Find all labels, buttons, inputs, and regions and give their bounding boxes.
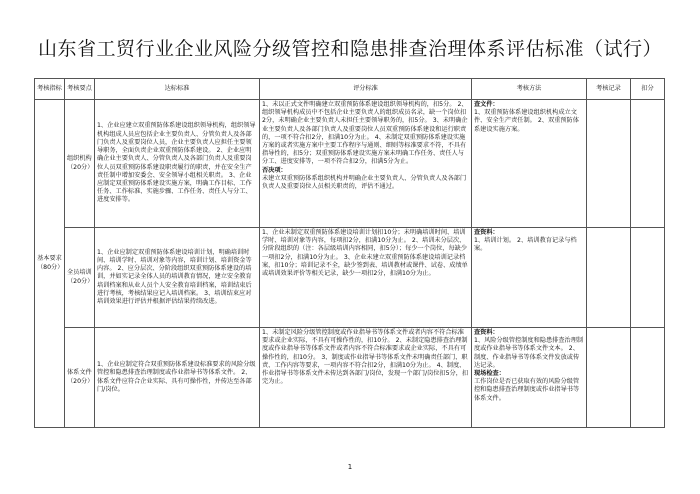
record-cell [587,228,631,328]
table-row [35,228,665,328]
header-deduction: 扣分 [631,79,665,100]
method-label: 查资料： [474,329,499,336]
table-row [35,328,665,428]
veto-label: 否决项： [262,166,287,174]
method-cell [472,228,587,328]
method-label: 查文件： [474,101,499,108]
record-cell [587,100,631,228]
key-point-cell: 全员培训（20分） [65,228,95,328]
record-cell [587,328,631,428]
scoring-text: 1、未以正式文件明确建立双重预防体系建设组织领导机构的，扣5分。 2、组织领导机构成员中不包括企业主要负责人的组织成员名录，缺一个岗位扣2分，未明确企业主要负责人未担任主要领导职务的，扣5分。 3、未明确企业主要负责人及各部门负责人及重要岗位人员双重预防体系建设和运行职责的，一项不符合扣2分，扣满10分为止。 4、未制定双重预防体系建设实施方案的或者实施方案中主要工作程序与通则、细则等标准要求不符，不具有指导性的，扣5分；双重预防体系建设实施方案未明确工作任务、责任人与分工、进度安排等，一项不符合扣2分，扣满5分为止。 [262,101,468,166]
standard-cell: 1、企业应制定符合双重预防体系建设标准要求的风险分级管控和隐患排查治理制度或作业指导书等体系文件。 2、体系文件应符合企业实际、具有可操作性，并传达至各部门/岗位。 [95,328,260,428]
header-scoring: 评分标准 [260,79,472,100]
method-cell [472,100,587,228]
scoring-cell [260,228,472,328]
key-point-cell: 体系文件（20分） [65,328,95,428]
scoring-text: 1、企业未制定双重预防体系建设培训计划扣10分；未明确培训时间、培训学时、培训对象等内容，每项扣2分，扣满10分为止。 2、培训未分层次、分阶段组织的（注：各层级培训内容相同，扣5分）；每少一个岗位，每缺少一项扣2分，扣满10分为止。 3、企业未建立双重预防体系建设培训记录档案，扣10分；培训记录不全，缺少签到表、培训教材或课件、试卷、成绩单或培训效果评价等相关记录，缺少一项扣2分，扣满10分为止。 [262,229,468,278]
header-key-point: 考核要点 [65,79,95,100]
table-header-row [35,79,665,100]
table-row [35,100,665,228]
standard-cell: 1、企业应制定双重预防体系建设培训计划，明确培训时间、培训学时、培训对象等内容，培训计划、培训资金等内容。 2、应分层次、分阶段组织双重预防体系建设的培训，并如实记录全体人员的培训教育情况，建立安全教育培训档案和从业人员个人安全教育培训档案，培训结束后进行考核，考核结果应记入培训档案。 3、培训结束应对培训效果进行评估并根据评估结果持续改进。 [95,228,260,328]
header-method: 考核方法 [472,79,587,100]
header-indicator: 考核指标 [35,79,65,100]
header-standard: 达标标准 [95,79,260,100]
veto-text: 未建立双重预防体系组织机构并明确企业主要负责人、分管负责人及各部门负责人及重要岗位人员相关职责的，评估不通过。 [262,174,467,191]
scoring-cell [260,328,472,428]
page-number: 1 [347,463,353,471]
deduction-cell [631,228,665,328]
scoring-cell [260,100,472,228]
header-record: 考核记录 [587,79,631,100]
method-text: 1、风险分级管控制度和隐患排查治理制度或作业指导书等体系文件文本。 2、制度、作业指导书等体系文件发放或传达记录。 [474,337,584,369]
document-title: 山东省工贸行业企业风险分级管控和隐患排查治理体系评估标准（试行） [37,38,662,60]
method-cell [472,328,587,428]
deduction-cell [631,328,665,428]
method-text-2: 工作岗位是否已获取有效的风险分级管控和隐患排查治理制度或作业指导书等体系文件。 [474,378,580,402]
method-text: 1、培训计划。 2、培训教育记录与档案。 [474,237,577,253]
category-cell: 基本要求（80分） [35,100,65,428]
evaluation-table [34,78,665,428]
method-text: 1、双重预防体系建设组织机构成立文件、安全生产责任制。 2、双重预防体系建设实施方案。 [474,109,579,133]
standard-cell: 1、企业应建立双重预防体系建设组织领导机构，组织领导机构组成人员应包括企业主要负责人、分管负责人及各部门负责人及重要岗位人员，企业主要负责人应担任主要领导职务，全面负责企业双重预防体系建设。 2、企业应明确企业主要负责人、分管负责人及各部门负责人及重要岗位人员双重预防体系建设职责履行的职责，并在安全生产责任制中增加安委会、安全领导小组相关职责。 3、企业应制定双重预防体系建设实施方案，明确工作目标、工作任务、工作标准、实施步骤、工作任务、责任人与分工、进度安排等。 [95,100,260,228]
deduction-cell [631,100,665,228]
method-label-2: 现场检查： [474,370,505,378]
scoring-text: 1、未制定风险分级管控制度或作业指导书等体系文件或者内容不符合标准要求或企业实际，不具有可操作性的，扣10分。 2、未制定隐患排查治理制度或作业指导书等体系文件或者内容不符合标准要求或企业实际，不具有可操作性的，扣10分。 3、制度或作业指导书等体系文件未明确责任部门、职责、工作内容等要求，一项内容不符合扣2分，扣满10分为止。 4、制度、作业指导书等体系文件未传达到各部门/岗位，发现一个部门/岗位扣5分，扣完为止。 [262,329,469,386]
method-label: 查资料： [474,229,499,236]
key-point-cell: 组织机构（20分） [65,100,95,228]
